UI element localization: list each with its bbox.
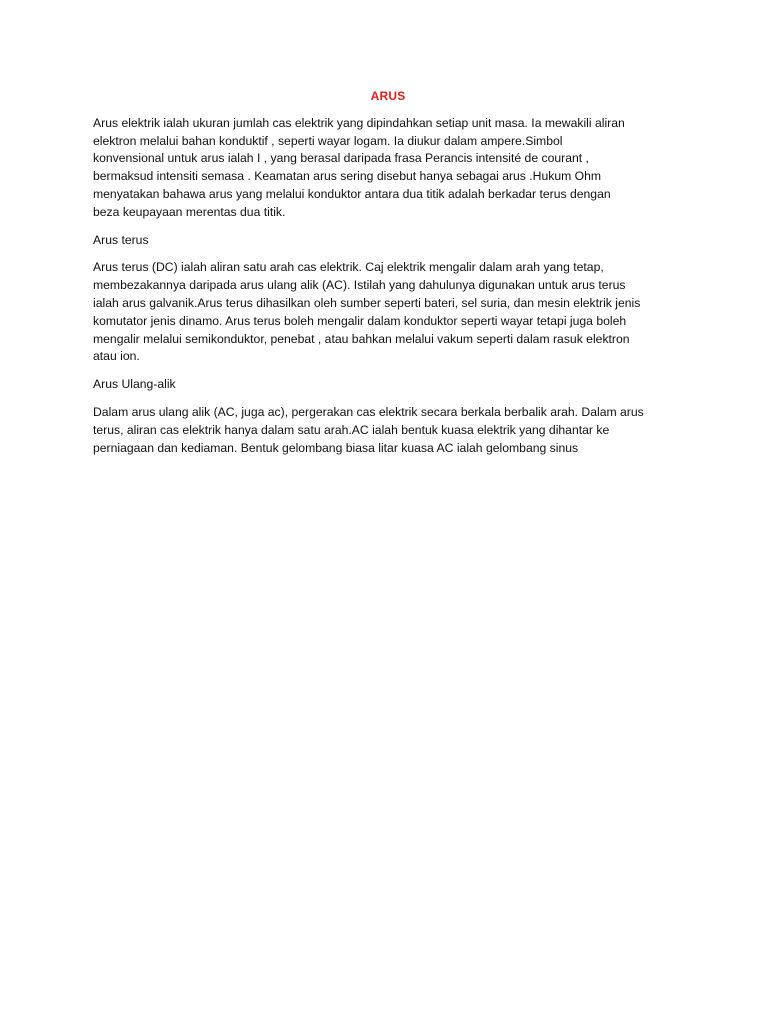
intro-line: elektron melalui bahan konduktif , seperti wayar logam. Ia diukur dalam ampere.Simbol (93, 133, 563, 148)
dc-line: mengalir melalui semikonduktor, penebat , atau bahkan melalui vakum seperti dalam rasuk elektron (93, 331, 630, 346)
ac-paragraph (93, 404, 683, 457)
dc-line: komutator jenis dinamo. Arus terus boleh mengalir dalam konduktor seperti wayar tetapi juga boleh (93, 313, 627, 328)
dc-line: membezakannya daripada arus ulang alik (AC). Istilah yang dahulunya digunakan untuk arus terus (93, 278, 626, 293)
intro-line: Arus elektrik ialah ukuran jumlah cas elektrik yang dipindahkan setiap unit masa. Ia mewakili aliran (93, 115, 625, 130)
dc-paragraph (93, 259, 683, 366)
ac-line: terus, aliran cas elektrik hanya dalam satu arah.AC ialah bentuk kuasa elektrik yang dihantar ke (93, 422, 610, 437)
document-body (93, 88, 683, 467)
ac-line: perniagaan dan kediaman. Bentuk gelombang biasa litar kuasa AC ialah gelombang sinus (93, 440, 579, 455)
dc-line: ialah arus galvanik.Arus terus dihasilkan oleh sumber seperti bateri, sel suria, dan mesin elektrik jenis (93, 295, 641, 310)
dc-line: atau ion. (93, 349, 140, 364)
intro-paragraph (93, 115, 683, 222)
intro-line: beza keupayaan merentas dua titik. (93, 204, 286, 219)
intro-line: menyatakan bahawa arus yang melalui konduktor antara dua titik adalah berkadar terus dengan (93, 186, 611, 201)
intro-line: bermaksud intensiti semasa . Keamatan arus sering disebut hanya sebagai arus .Hukum Ohm (93, 169, 602, 184)
dc-line: Arus terus (DC) ialah aliran satu arah cas elektrik. Caj elektrik mengalir dalam arah yang tetap, (93, 260, 604, 275)
intro-line: konvensional untuk arus ialah I , yang berasal daripada frasa Perancis intensité de courant , (93, 151, 589, 166)
section-heading-ac: Arus Ulang-alik (93, 377, 176, 392)
section-heading-dc: Arus terus (93, 232, 149, 247)
document-title: ARUS (370, 89, 406, 103)
ac-line: Dalam arus ulang alik (AC, juga ac), pergerakan cas elektrik secara berkala berbalik arah. Dalam arus (93, 404, 644, 419)
